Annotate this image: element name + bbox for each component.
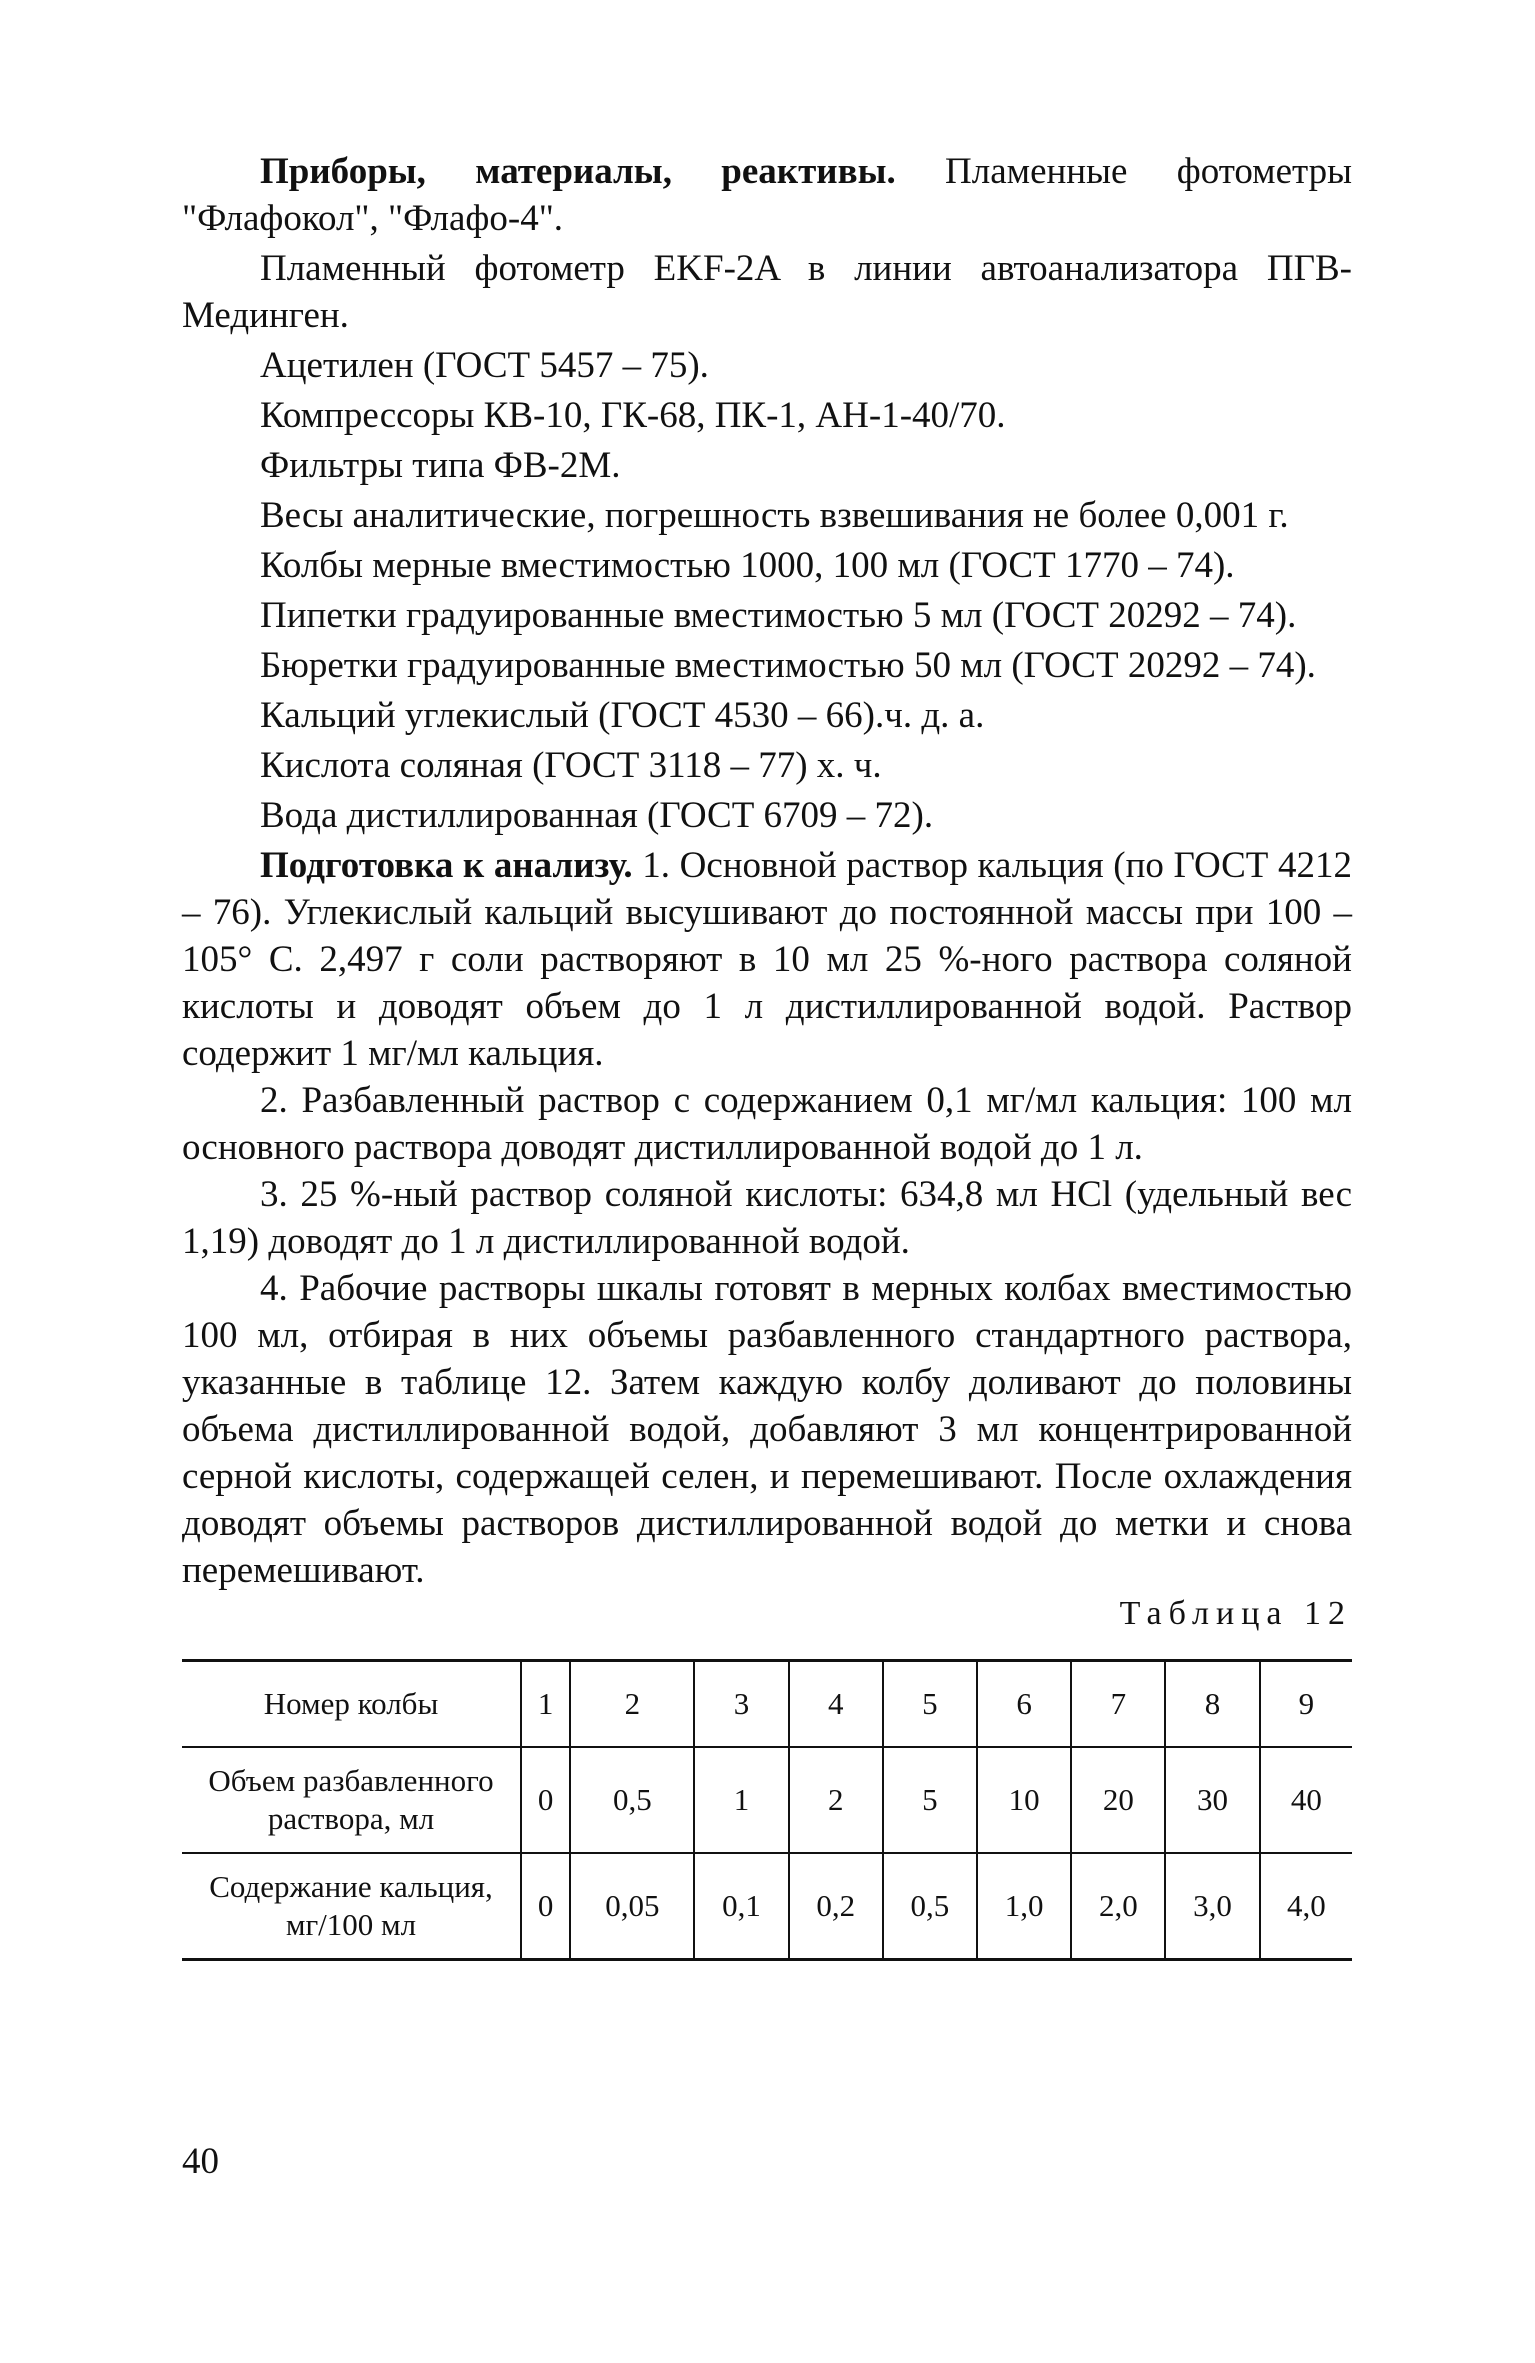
paragraph-text: Бюретки градуированные вместимостью 50 мл (ГОСТ 20292 – 74). <box>260 645 1316 686</box>
paragraph <box>182 592 1352 639</box>
table-cell: 1,0 <box>977 1853 1071 1960</box>
table-cell: 8 <box>1165 1661 1259 1748</box>
paragraph <box>182 1265 1352 1594</box>
paragraph-lead: Подготовка к анализу. <box>260 845 633 886</box>
paragraph-text: Пламенный фотометр EKF-2A в линии автоанализатора ПГВ-Мединген. <box>182 248 1352 336</box>
paragraph <box>182 245 1352 339</box>
table-cell: 1 <box>694 1747 788 1853</box>
table-cell: 0,5 <box>883 1853 977 1960</box>
paragraph <box>182 342 1352 389</box>
paragraph-text: Кальций углекислый (ГОСТ 4530 – 66).ч. д. а. <box>260 695 985 736</box>
paragraph-text: Кислота соляная (ГОСТ 3118 – 77) х. ч. <box>260 745 882 786</box>
table-cell: 4,0 <box>1260 1853 1352 1960</box>
table-cell: 2,0 <box>1071 1853 1165 1960</box>
table-cell: 30 <box>1165 1747 1259 1853</box>
table-row <box>182 1747 1352 1853</box>
paragraph-text: Ацетилен (ГОСТ 5457 – 75). <box>260 345 709 386</box>
table-cell: 0,2 <box>789 1853 883 1960</box>
paragraph-text: Вода дистиллированная (ГОСТ 6709 – 72). <box>260 795 934 836</box>
table-cell: 0,5 <box>570 1747 694 1853</box>
paragraph-text: Фильтры типа ФВ-2М. <box>260 445 621 486</box>
paragraph <box>182 642 1352 689</box>
paragraph-text: 3. 25 %-ный раствор соляной кислоты: 634,8 мл HCl (удельный вес 1,19) доводят до 1 л дистиллированной водой. <box>182 1174 1352 1262</box>
paragraph-text: Компрессоры КВ-10, ГК-68, ПК-1, АН-1-40/70. <box>260 395 1006 436</box>
paragraph <box>182 792 1352 839</box>
table-row <box>182 1661 1352 1748</box>
table-cell: 9 <box>1260 1661 1352 1748</box>
paragraph-text: Колбы мерные вместимостью 1000, 100 мл (ГОСТ 1770 – 74). <box>260 545 1235 586</box>
paragraph-text: 4. Рабочие растворы шкалы готовят в мерных колбах вместимостью 100 мл, отбирая в них объемы разбавленного стандартного раствора, указанные в таблице 12. Затем каждую колбу доливают до половины объема дистиллированной водой, добавляют 3 мл концентрированной серной кислоты, содержащей селен, и перемешивают. После охлаждения доводят объемы растворов дистиллированной водой до метки и снова перемешивают. <box>182 1268 1352 1591</box>
table-cell: 20 <box>1071 1747 1165 1853</box>
paragraph <box>182 692 1352 739</box>
paragraph-text: 2. Разбавленный раствор с содержанием 0,1 мг/мл кальция: 100 мл основного раствора доводят дистиллированной водой до 1 л. <box>182 1080 1352 1168</box>
table-cell: 2 <box>570 1661 694 1748</box>
table-cell: 0 <box>521 1853 570 1960</box>
table-cell: 5 <box>883 1747 977 1853</box>
table-row <box>182 1853 1352 1960</box>
table-cell: 0,1 <box>694 1853 788 1960</box>
paragraph-text: Пипетки градуированные вместимостью 5 мл (ГОСТ 20292 – 74). <box>260 595 1297 636</box>
paragraph <box>182 492 1352 539</box>
paragraph-text: 1. Основной раствор кальция (по ГОСТ 4212 – 76). Углекислый кальций высушивают до постоянной массы при 100 – 105° С. 2,497 г соли растворяют в 10 мл 25 %-ного раствора соляной кислоты и доводят объем до 1 л дистиллированной водой. Раствор содержит 1 мг/мл кальция. <box>182 845 1352 1074</box>
table-cell: 2 <box>789 1747 883 1853</box>
row-label: Содержание кальция, мг/100 мл <box>182 1853 521 1960</box>
table-cell: 0 <box>521 1747 570 1853</box>
table-cell: 6 <box>977 1661 1071 1748</box>
paragraph <box>182 1171 1352 1265</box>
table-cell: 7 <box>1071 1661 1165 1748</box>
page-number: 40 <box>182 2141 219 2182</box>
paragraph <box>182 742 1352 789</box>
paragraph <box>182 842 1352 1077</box>
paragraph <box>182 542 1352 589</box>
table-cell: 4 <box>789 1661 883 1748</box>
document-page <box>182 148 1352 1961</box>
paragraph <box>182 442 1352 489</box>
table-cell: 1 <box>521 1661 570 1748</box>
row-label: Номер колбы <box>263 1686 439 1721</box>
paragraph <box>182 392 1352 439</box>
table-cell: 0,05 <box>570 1853 694 1960</box>
table-cell: 5 <box>883 1661 977 1748</box>
table-cell: 10 <box>977 1747 1071 1853</box>
table-cell: 3,0 <box>1165 1853 1259 1960</box>
row-label: Объем разбавленного раствора, мл <box>182 1747 521 1853</box>
data-table <box>182 1659 1352 1961</box>
paragraph-text: Весы аналитические, погрешность взвешивания не более 0,001 г. <box>260 495 1289 536</box>
paragraph <box>182 148 1352 242</box>
paragraph <box>182 1077 1352 1171</box>
paragraph-text: Пламенные фотометры "Флафокол", "Флафо-4". <box>182 151 1352 239</box>
table-cell: 40 <box>1260 1747 1352 1853</box>
table-cell: 3 <box>694 1661 788 1748</box>
paragraph-lead: Приборы, материалы, реактивы. <box>260 151 896 192</box>
table-caption: Таблица 12 <box>1119 1595 1352 1632</box>
